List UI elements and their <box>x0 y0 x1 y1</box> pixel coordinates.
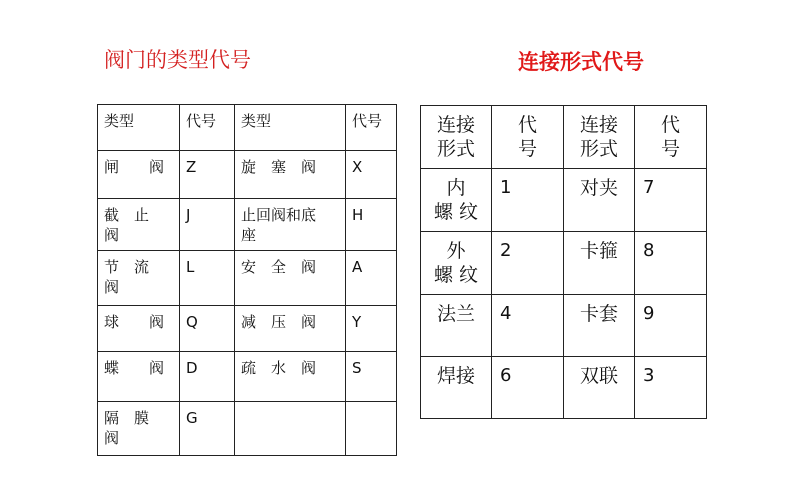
connection-form-cell: 卡套 <box>564 295 635 357</box>
valve-type-cell: 旋 塞 阀 <box>235 151 346 199</box>
valve-code-cell: Q <box>180 306 235 352</box>
connection-form-cell: 外 螺 纹 <box>421 232 492 295</box>
table-row <box>421 295 707 357</box>
valve-type-cell: 蝶 阀 <box>98 352 180 402</box>
connection-form-cell: 对夹 <box>564 169 635 232</box>
valve-code-cell <box>346 402 397 456</box>
header-cell: 连接 形式 <box>421 106 492 169</box>
valve-type-cell: 截 止 阀 <box>98 199 180 251</box>
valve-code-cell: Y <box>346 306 397 352</box>
connection-code-cell: 6 <box>492 357 564 419</box>
table-row <box>98 199 397 251</box>
valve-code-cell: J <box>180 199 235 251</box>
header-cell: 代号 <box>180 105 235 151</box>
connection-form-cell: 内 螺 纹 <box>421 169 492 232</box>
valve-type-cell <box>235 402 346 456</box>
connection-form-code-title: 连接形式代号 <box>518 50 644 74</box>
connection-code-cell: 8 <box>635 232 707 295</box>
connection-form-cell: 法兰 <box>421 295 492 357</box>
table-row <box>98 306 397 352</box>
valve-type-cell: 隔 膜 阀 <box>98 402 180 456</box>
table-row <box>421 232 707 295</box>
valve-code-cell: X <box>346 151 397 199</box>
valve-type-cell: 安 全 阀 <box>235 251 346 306</box>
header-cell: 连接 形式 <box>564 106 635 169</box>
header-cell: 代号 <box>346 105 397 151</box>
table-header-row <box>98 105 397 151</box>
header-cell: 代 号 <box>492 106 564 169</box>
connection-code-cell: 3 <box>635 357 707 419</box>
valve-type-cell: 疏 水 阀 <box>235 352 346 402</box>
connection-form-table <box>420 105 707 419</box>
connection-code-cell: 2 <box>492 232 564 295</box>
connection-form-cell: 焊接 <box>421 357 492 419</box>
header-cell: 类型 <box>98 105 180 151</box>
valve-type-cell: 止回阀和底 座 <box>235 199 346 251</box>
table-row <box>98 151 397 199</box>
table-row <box>98 402 397 456</box>
connection-form-cell: 卡箍 <box>564 232 635 295</box>
connection-form-cell: 双联 <box>564 357 635 419</box>
header-cell: 代 号 <box>635 106 707 169</box>
valve-code-cell: H <box>346 199 397 251</box>
connection-code-cell: 9 <box>635 295 707 357</box>
valve-code-cell: G <box>180 402 235 456</box>
valve-code-cell: S <box>346 352 397 402</box>
connection-code-cell: 7 <box>635 169 707 232</box>
header-cell: 类型 <box>235 105 346 151</box>
valve-type-table <box>97 104 397 456</box>
table-row <box>421 357 707 419</box>
valve-code-cell: D <box>180 352 235 402</box>
valve-code-cell: L <box>180 251 235 306</box>
valve-type-cell: 球 阀 <box>98 306 180 352</box>
valve-type-cell: 减 压 阀 <box>235 306 346 352</box>
table-row <box>98 352 397 402</box>
connection-code-cell: 4 <box>492 295 564 357</box>
table-row <box>98 251 397 306</box>
valve-type-code-title: 阀门的类型代号 <box>104 48 251 72</box>
table-row <box>421 169 707 232</box>
connection-code-cell: 1 <box>492 169 564 232</box>
valve-type-cell: 闸 阀 <box>98 151 180 199</box>
valve-code-cell: Z <box>180 151 235 199</box>
valve-type-cell: 节 流 阀 <box>98 251 180 306</box>
table-header-row <box>421 106 707 169</box>
valve-code-cell: A <box>346 251 397 306</box>
